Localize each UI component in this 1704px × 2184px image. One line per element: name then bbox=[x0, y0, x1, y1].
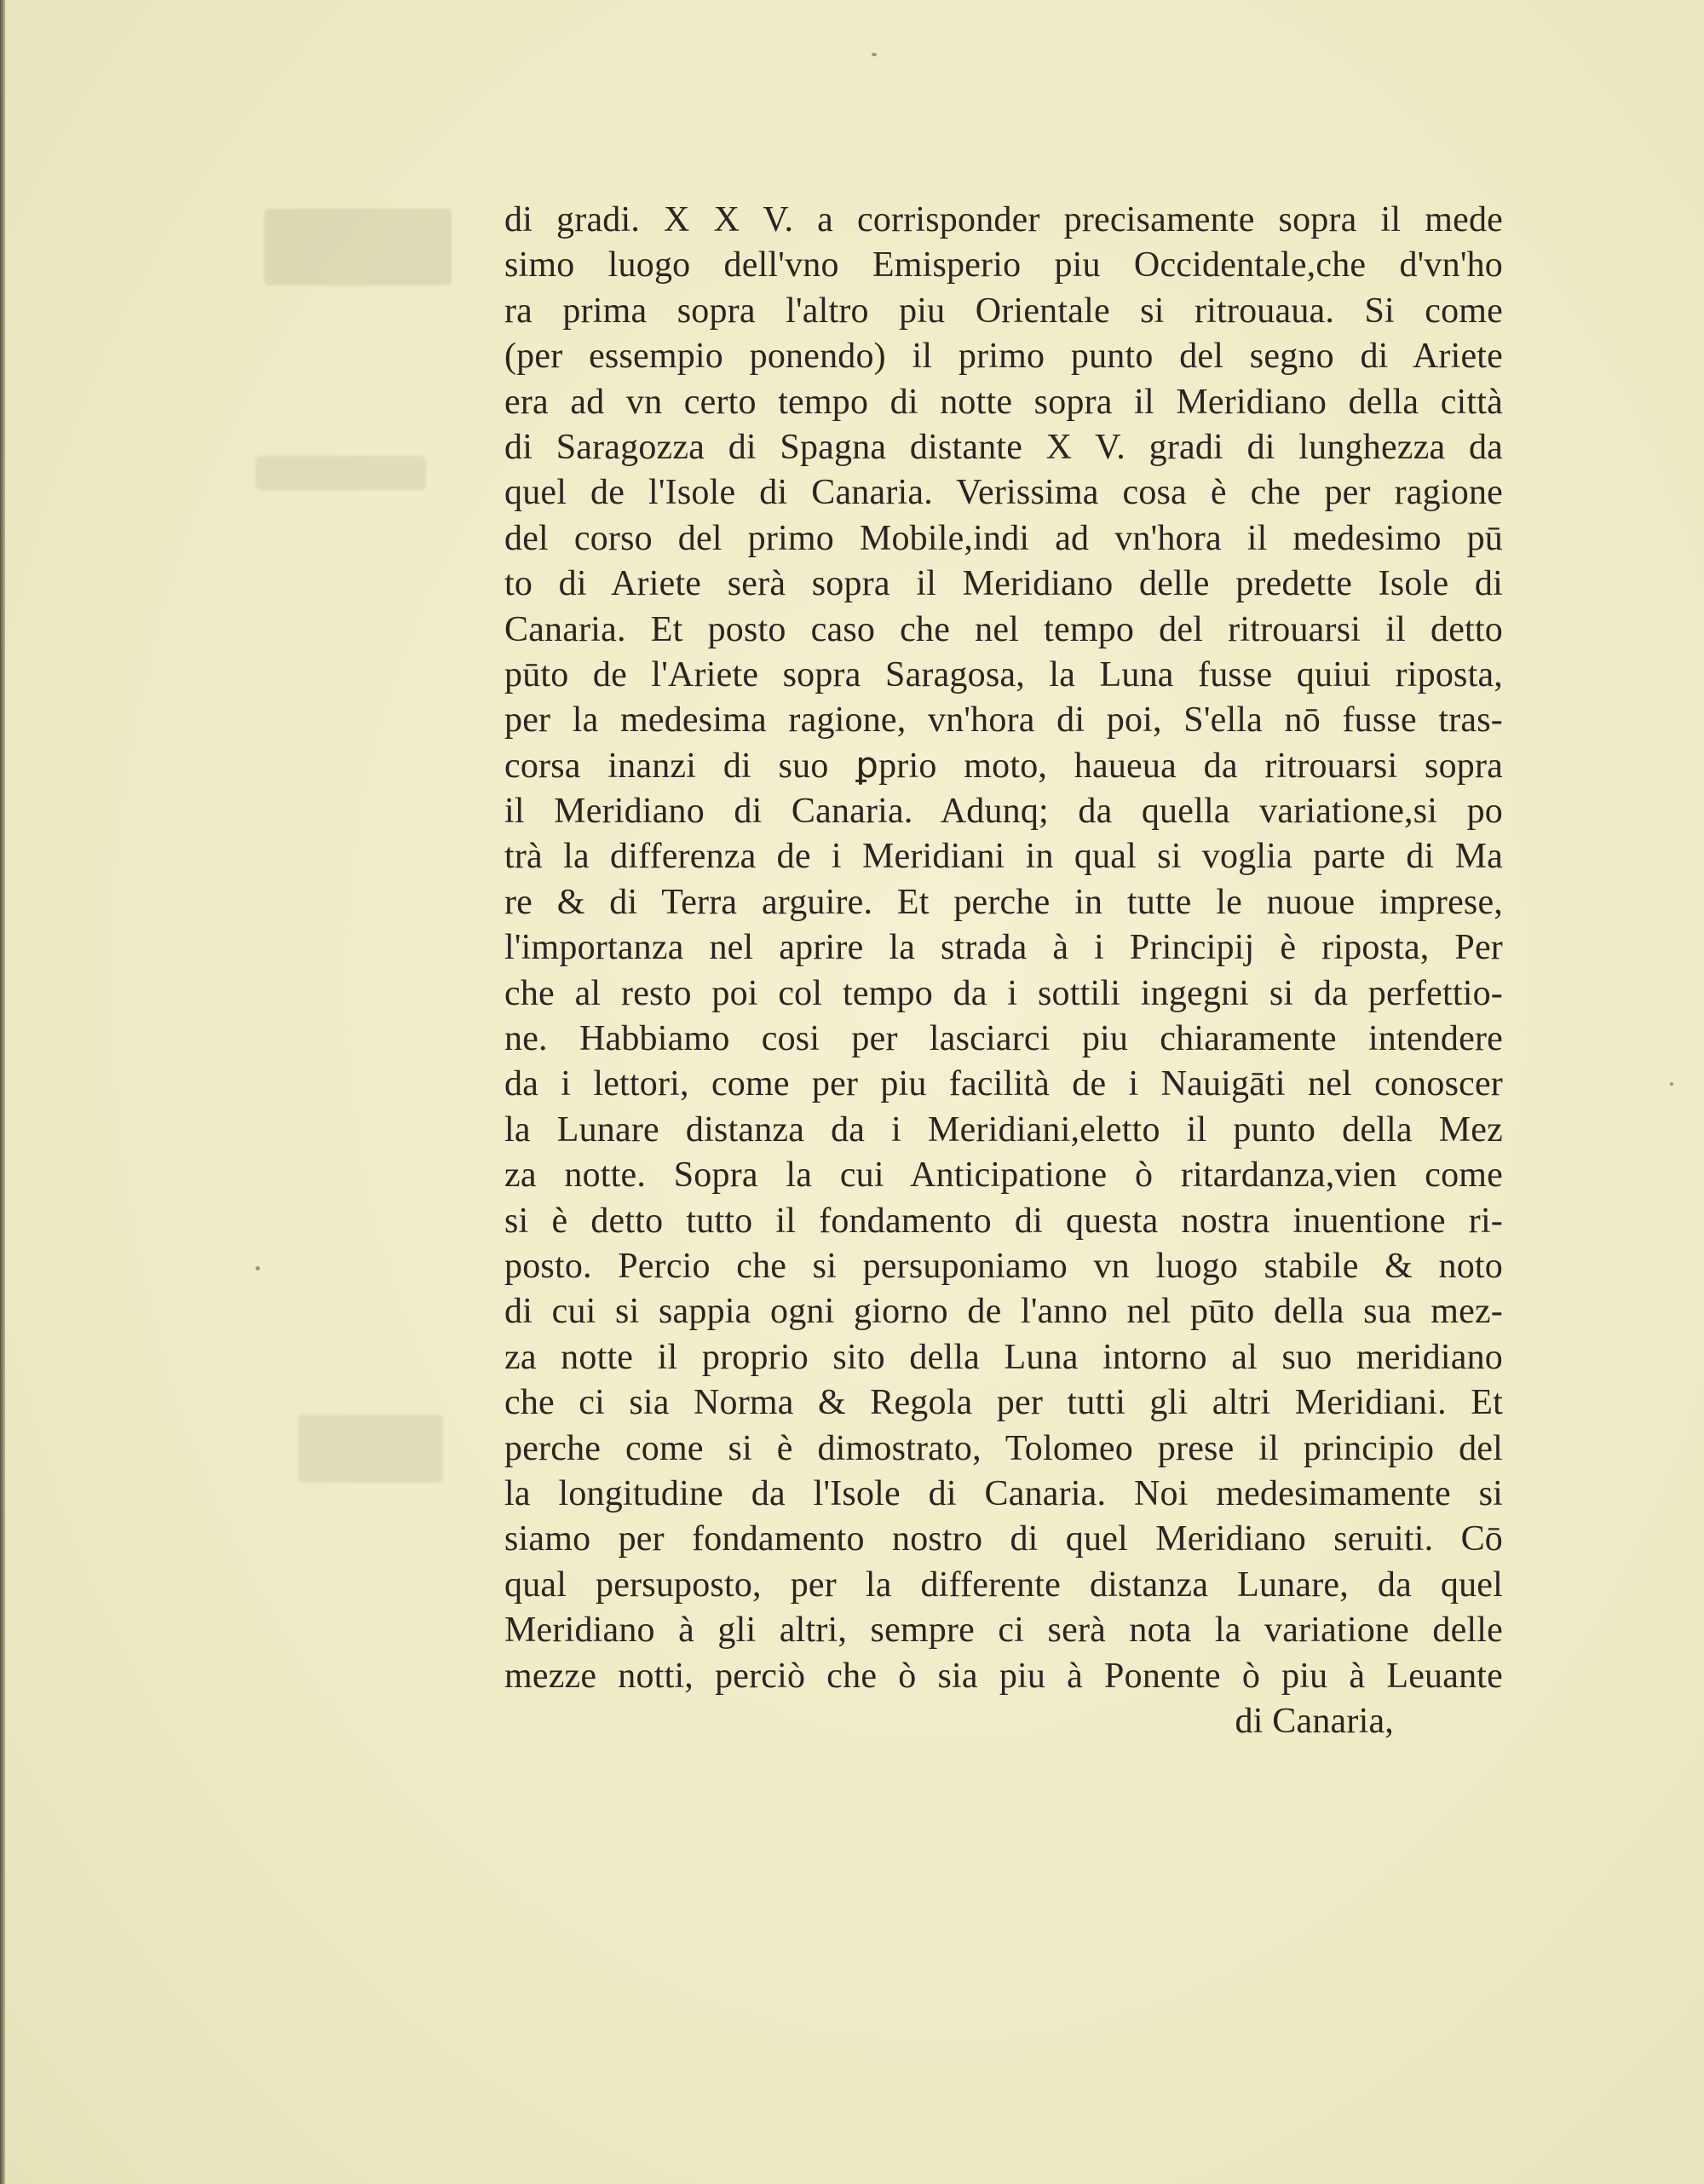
text-line: perche come si è dimostrato, Tolomeo prese il principio del bbox=[504, 1428, 1503, 1468]
text-line: re & di Terra arguire. Et perche in tutte le nuoue imprese, bbox=[504, 882, 1503, 922]
text-line: corsa inanzi di suo ꝑprio moto, haueua da ritrouarsi sopra bbox=[504, 746, 1503, 786]
body-text bbox=[504, 198, 1503, 1744]
page-edge-shadow bbox=[0, 0, 5, 2184]
text-line: il Meridiano di Canaria. Adunq; da quella variatione,si po bbox=[504, 792, 1503, 832]
bleed-through-mark bbox=[256, 456, 426, 490]
text-line: ra prima sopra l'altro piu Orientale si ritrouaua. Si come bbox=[504, 291, 1503, 331]
text-line: che al resto poi col tempo da i sottili ingegni si da perfettio- bbox=[504, 973, 1503, 1013]
text-line: za notte. Sopra la cui Anticipatione ò ritardanza,vien come bbox=[504, 1155, 1503, 1196]
text-line: Canaria. Et posto caso che nel tempo del ritrouarsi il detto bbox=[504, 609, 1503, 649]
text-line: ne. Habbiamo cosi per lasciarci piu chiaramente intendere bbox=[504, 1019, 1503, 1059]
text-line: siamo per fondamento nostro di quel Meridiano seruiti. Cō bbox=[504, 1519, 1503, 1559]
text-line: del corso del primo Mobile,indi ad vn'hora il medesimo pū bbox=[504, 518, 1503, 558]
paper-speck bbox=[256, 1266, 260, 1271]
text-line: di cui si sappia ogni giorno de l'anno nel pūto della sua mez- bbox=[504, 1292, 1503, 1332]
text-line: to di Ariete serà sopra il Meridiano delle predette Isole di bbox=[504, 564, 1503, 604]
text-line: la Lunare distanza da i Meridiani,eletto il punto della Mez bbox=[504, 1109, 1503, 1150]
text-line: che ci sia Norma & Regola per tutti gli altri Meridiani. Et bbox=[504, 1383, 1503, 1423]
text-line: trà la differenza de i Meridiani in qual si voglia parte di Ma bbox=[504, 837, 1503, 877]
text-line: quel de l'Isole di Canaria. Verissima cosa è che per ragione bbox=[504, 473, 1503, 513]
text-line: Meridiano à gli altri, sempre ci serà nota la variatione delle bbox=[504, 1611, 1503, 1651]
paper-speck bbox=[1670, 1082, 1673, 1086]
text-line: da i lettori, come per piu facilità de i Nauigāti nel conoscer bbox=[504, 1064, 1503, 1104]
text-line: qual persuposto, per la differente distanza Lunare, da quel bbox=[504, 1565, 1503, 1605]
text-line: posto. Percio che si persuponiamo vn luogo stabile & noto bbox=[504, 1246, 1503, 1286]
text-line: di Saragozza di Spagna distante X V. gradi di lunghezza da bbox=[504, 427, 1503, 467]
bleed-through-mark bbox=[298, 1415, 443, 1483]
text-line: mezze notti, perciò che ò sia piu à Ponente ò piu à Leuante bbox=[504, 1656, 1503, 1696]
text-line: la longitudine da l'Isole di Canaria. Noi medesimamente si bbox=[504, 1473, 1503, 1513]
text-line: di gradi. X X V. a corrisponder precisamente sopra il mede bbox=[504, 200, 1503, 239]
text-line: za notte il proprio sito della Luna intorno al suo meridiano bbox=[504, 1337, 1503, 1377]
text-line: pūto de l'Ariete sopra Saragosa, la Luna fusse quiui riposta, bbox=[504, 654, 1503, 694]
text-line: si è detto tutto il fondamento di questa nostra inuentione ri- bbox=[504, 1201, 1503, 1241]
paper-speck bbox=[872, 53, 877, 56]
text-line: (per essempio ponendo) il primo punto del segno di Ariete bbox=[504, 337, 1503, 377]
text-line: era ad vn certo tempo di notte sopra il Meridiano della città bbox=[504, 382, 1503, 422]
text-line: simo luogo dell'vno Emisperio piu Occidentale,che d'vn'ho bbox=[504, 245, 1503, 285]
text-line: per la medesima ragione, vn'hora di poi, S'ella nō fusse tras- bbox=[504, 700, 1503, 740]
text-line: l'importanza nel aprire la strada à i Principij è riposta, Per bbox=[504, 928, 1503, 968]
bleed-through-mark bbox=[264, 209, 452, 285]
text-line-closing: di Canaria, bbox=[1235, 1701, 1394, 1741]
